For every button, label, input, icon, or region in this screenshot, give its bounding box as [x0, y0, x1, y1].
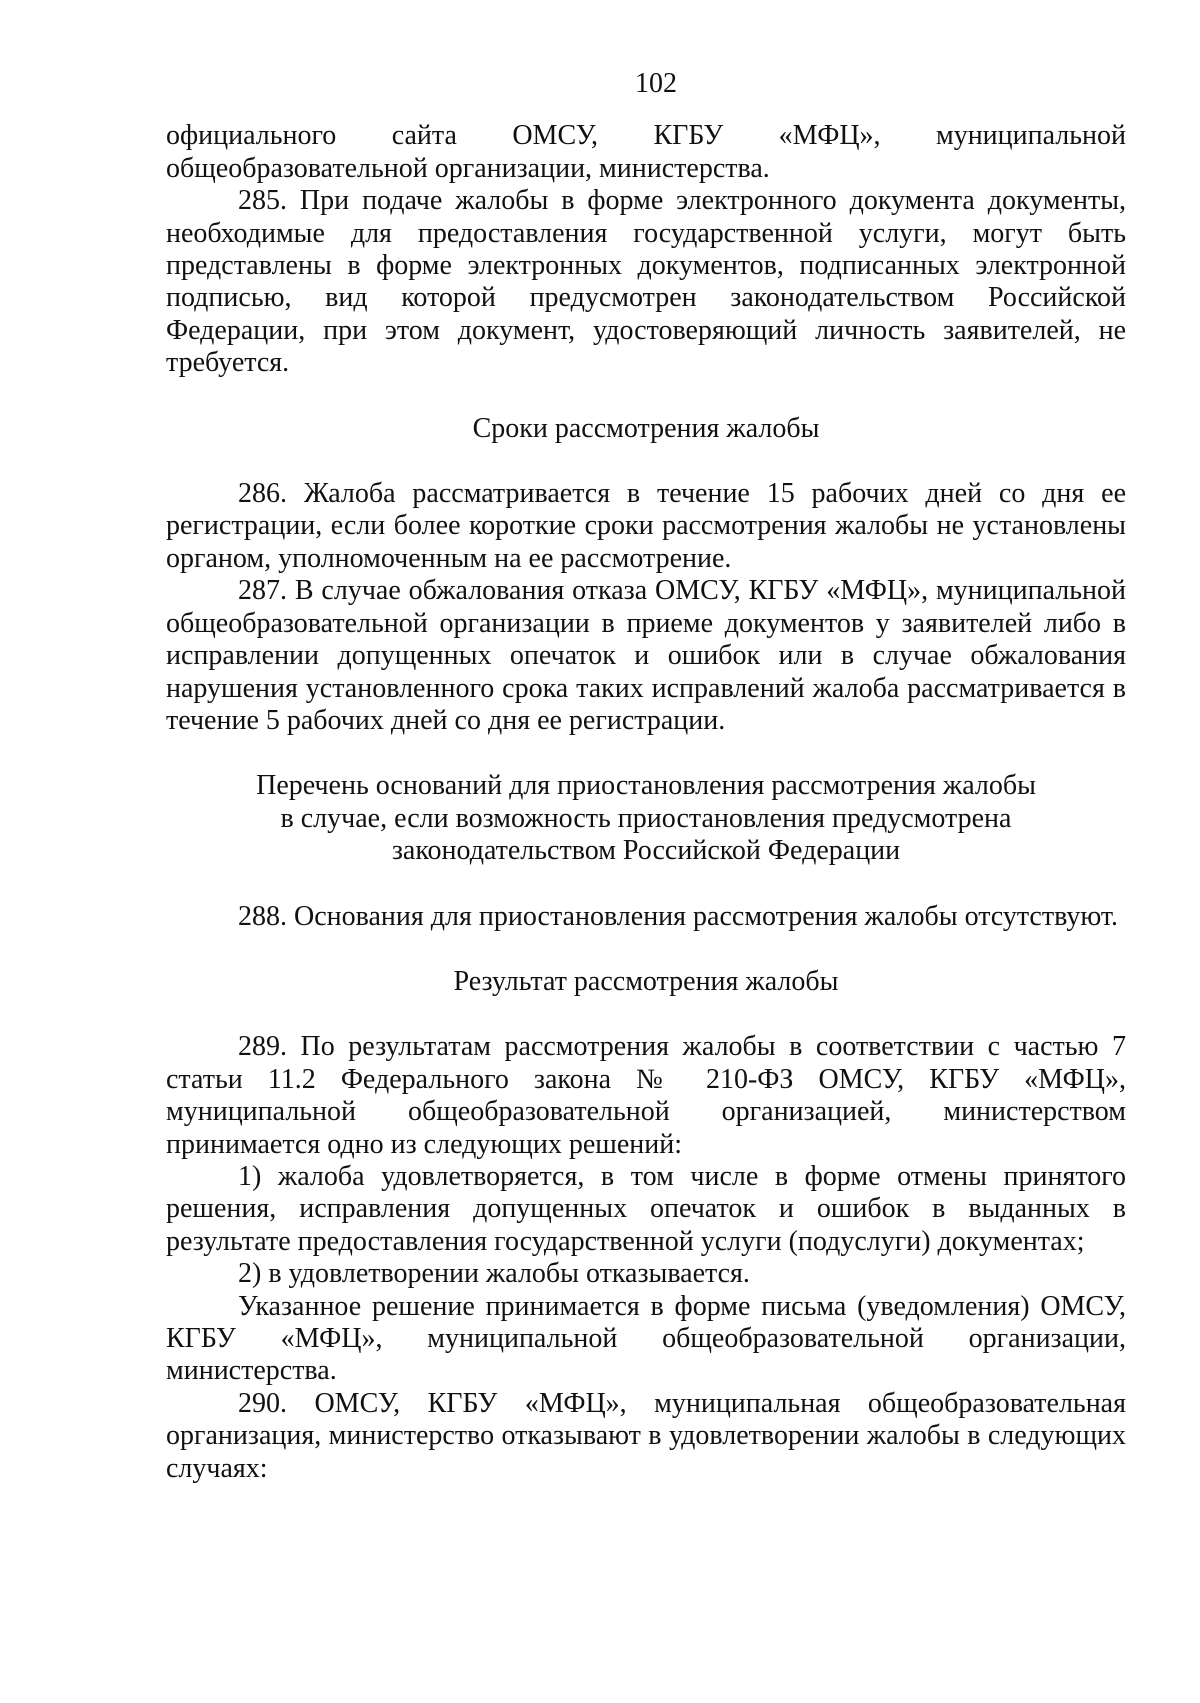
heading-suspension-line-2: в случае, если возможность приостановления предусмотрена [280, 802, 1012, 834]
paragraph-286: 286. Жалоба рассматривается в течение 15 рабочих дней со дня ее регистрации, если более короткие сроки рассмотрения жалобы не установлены органом, уполномоченным на ее рассмотрение. [166, 478, 1126, 574]
paragraph-287: 287. В случае обжалования отказа ОМСУ, КГБУ «МФЦ», муниципальной общеобразовательной организации в приеме документов у заявителей либо в исправлении допущенных опечаток и ошибок или в случае обжалования нарушения установленного срока таких исправлений жалоба рассматривается в течение 5 рабочих дней со дня ее регистрации. [166, 575, 1126, 736]
heading-suspension-line-3: законодательством Российской Федерации [391, 835, 901, 867]
paragraph-continuation: официального сайта ОМСУ, КГБУ «МФЦ», муниципальной общеобразовательной организации, министерства. [166, 120, 1126, 184]
heading-suspension-line-1: Перечень оснований для приостановления рассмотрения жалобы [256, 770, 1036, 802]
heading-result: Результат рассмотрения жалобы [453, 965, 839, 997]
paragraph-289-note: Указанное решение принимается в форме письма (уведомления) ОМСУ, КГБУ «МФЦ», муниципальной общеобразовательной организации, министерства. [166, 1290, 1126, 1387]
paragraph-290: 290. ОМСУ, КГБУ «МФЦ», муниципальная общеобразовательная организация, министерство отказывают в удовлетворении жалобы в следующих случаях: [166, 1387, 1126, 1484]
paragraph-289: 289. По результатам рассмотрения жалобы в соответствии с частью 7 статьи 11.2 Федерального закона № 210-ФЗ ОМСУ, КГБУ «МФЦ», муниципальной общеобразовательной организацией, министерством принимается одно из следующих решений: [166, 1031, 1126, 1160]
paragraph-289-item-2: 2) в удовлетворении жалобы отказывается. [238, 1258, 750, 1290]
paragraph-288: 288. Основания для приостановления рассмотрения жалобы отсутствуют. [238, 900, 1119, 932]
heading-suspension [166, 770, 1126, 867]
paragraph-289-item-1: 1) жалоба удовлетворяется, в том числе в форме отмены принятого решения, исправления допущенных опечаток и ошибок в выданных в результате предоставления государственной услуги (подуслуги) документах; [166, 1160, 1126, 1257]
heading-terms: Сроки рассмотрения жалобы [472, 412, 820, 444]
paragraph-285: 285. При подаче жалобы в форме электронного документа документы, необходимые для предоставления государственной услуги, могут быть представлены в форме электронных документов, подписанных электронной подписью, вид которой предусмотрен законодательством Российской Федерации, при этом документ, удостоверяющий личность заявителей, не требуется. [166, 185, 1126, 379]
page-number: 102 [635, 68, 677, 99]
document-page [166, 68, 1126, 1485]
